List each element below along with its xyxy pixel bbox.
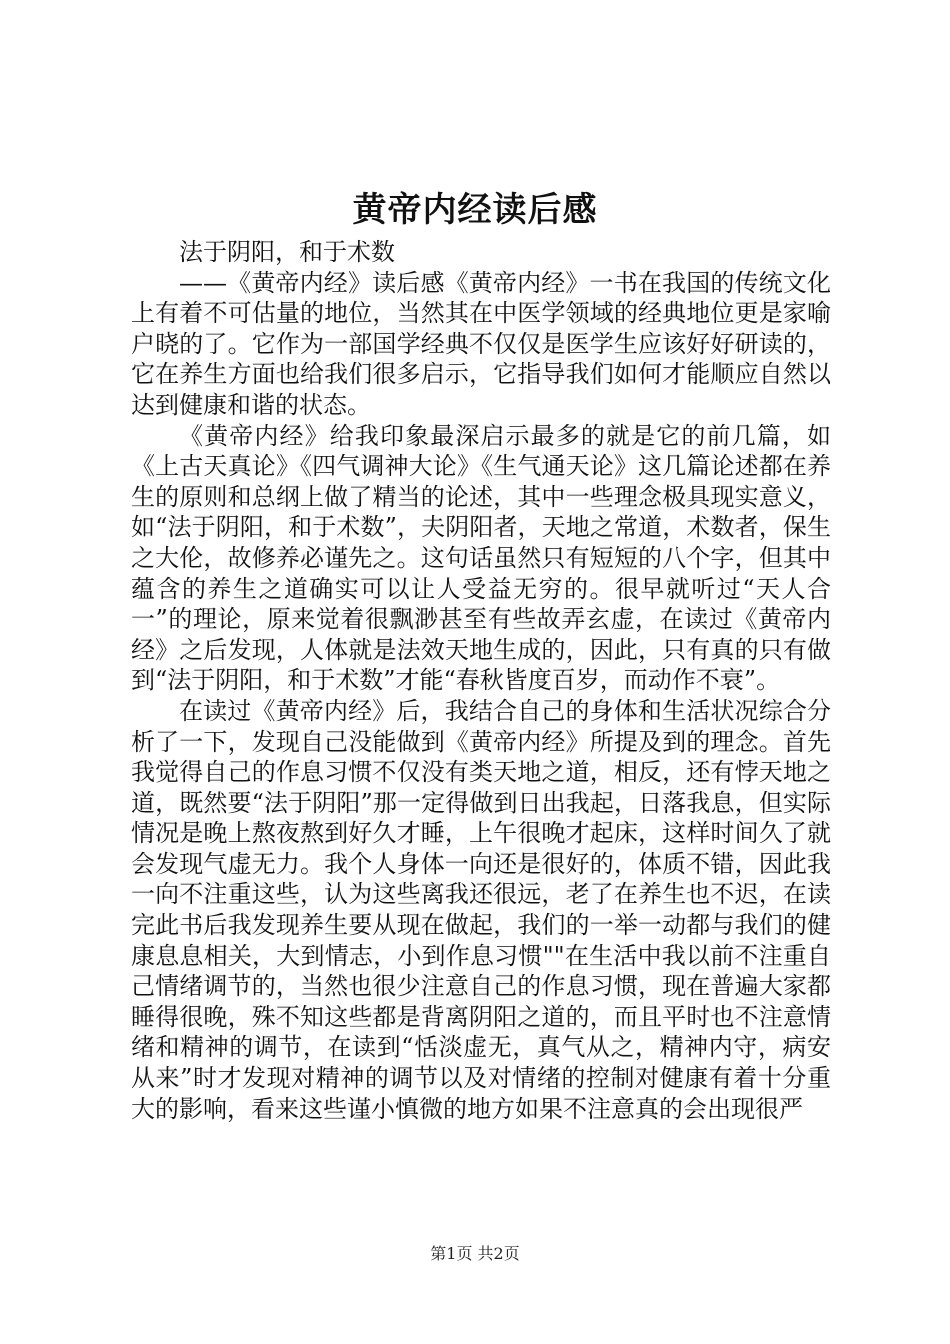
paragraph-3: 在读过《黄帝内经》后，我结合自己的身体和生活状况综合分析了一下，发现自己没能做到《黄帝内经》所提及到的理念。首先我觉得自己的作息习惯不仅没有类天地之道，相反，还有悖天地之道，既然要“法于阴阳”那一定得做到日出我起，日落我息，但实际情况是晚上熬夜熬到好久才睡，上午很晚才起床，这样时间久了就会发现气虚无力。我个人身体一向还是很好的，体质不错，因此我一向不注重这些，认为这些离我还很远，老了在养生也不迟，在读完此书后我发现养生要从现在做起，我们的一举一动都与我们的健康息息相关，大到情志，小到作息习惯""在生活中我以前不注重自己情绪调节的，当然也很少注意自己的作息习惯，现在普遍大家都睡得很晚，殊不知这些都是背离阴阳之道的，而且平时也不注意情绪和精神的调节，在读到“恬淡虚无，真气从之，精神内守，病安从来”时才发现对精神的调节以及对情绪的控制对健康有着十分重大的影响，看来这些谨小慎微的地方如果不注意真的会出现很严 — [131, 696, 831, 1123]
page-number-footer: 第1页 共2页 — [430, 1244, 520, 1263]
document-title: 黄帝内经读后感 — [352, 190, 598, 230]
paragraph-subtitle: 法于阴阳，和于术数 — [179, 238, 395, 266]
paragraph-2: 《黄帝内经》给我印象最深启示最多的就是它的前几篇，如《上古天真论》《四气调神大论》《生气通天论》这几篇论述都在养生的原则和总纲上做了精当的论述，其中一些理念极具现实意义，如“法于阴阳，和于术数”，夫阴阳者，天地之常道，术数者，保生之大伦，故修养必谨先之。这句话虽然只有短短的八个字，但其中蕴含的养生之道确实可以让人受益无穷的。很早就听过“天人合一”的理论，原来觉着很飘渺甚至有些故弄玄虚，在读过《黄帝内经》之后发现，人体就是法效天地生成的，因此，只有真的只有做到“法于阴阳，和于术数”才能“春秋皆度百岁，而动作不衰”。 — [131, 421, 831, 695]
paragraph-1: ——《黄帝内经》读后感《黄帝内经》一书在我国的传统文化上有着不可估量的地位，当然其在中医学领域的经典地位更是家喻户晓的了。它作为一部国学经典不仅仅是医学生应该好好研读的，它在养生方面也给我们很多启示，它指导我们如何才能顺应自然以达到健康和谐的状态。 — [131, 268, 831, 419]
document-body — [131, 237, 831, 1177]
